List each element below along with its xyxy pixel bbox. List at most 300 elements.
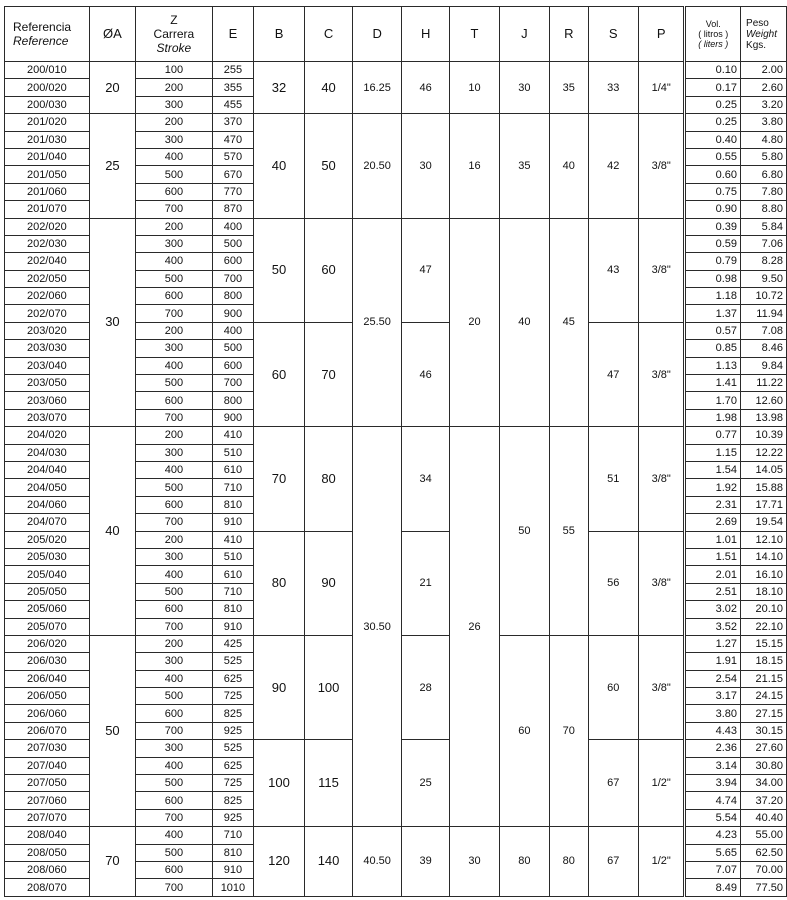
reference-cell: 200/030 [5, 96, 90, 113]
e-dimension-cell: 610 [212, 461, 254, 478]
e-dimension-cell: 455 [212, 96, 254, 113]
header-row [5, 7, 787, 62]
stroke-cell: 600 [136, 861, 212, 878]
stroke-cell: 200 [136, 79, 212, 96]
reference-cell: 204/020 [5, 427, 90, 444]
volume-cell: 1.91 [685, 653, 741, 670]
header-stroke-en: Stroke [156, 41, 192, 55]
header-weight-es: Peso [746, 17, 769, 29]
header-d: D [353, 7, 402, 62]
stroke-cell: 200 [136, 531, 212, 548]
weight-cell: 7.80 [741, 183, 787, 200]
j-dimension-cell: 50 [499, 427, 549, 636]
volume-cell: 3.17 [685, 688, 741, 705]
stroke-cell: 500 [136, 166, 212, 183]
stroke-cell: 400 [136, 566, 212, 583]
e-dimension-cell: 710 [212, 827, 254, 844]
r-dimension-cell: 70 [550, 635, 589, 826]
weight-cell: 55.00 [741, 827, 787, 844]
header-weight [741, 7, 787, 62]
stroke-cell: 400 [136, 757, 212, 774]
e-dimension-cell: 500 [212, 235, 254, 252]
weight-cell: 34.00 [741, 775, 787, 792]
volume-cell: 2.36 [685, 740, 741, 757]
header-reference-es: Referencia [13, 20, 72, 34]
e-dimension-cell: 800 [212, 392, 254, 409]
stroke-cell: 600 [136, 496, 212, 513]
reference-cell: 203/070 [5, 409, 90, 426]
volume-cell: 0.25 [685, 114, 741, 131]
header-volume-label: Vol. [705, 19, 721, 29]
volume-cell: 1.01 [685, 531, 741, 548]
volume-cell: 1.98 [685, 409, 741, 426]
reference-cell: 206/070 [5, 722, 90, 739]
b-dimension-cell: 100 [254, 740, 305, 827]
weight-cell: 12.22 [741, 444, 787, 461]
e-dimension-cell: 355 [212, 79, 254, 96]
e-dimension-cell: 600 [212, 253, 254, 270]
weight-cell: 9.50 [741, 270, 787, 287]
weight-cell: 77.50 [741, 879, 787, 896]
volume-cell: 1.51 [685, 548, 741, 565]
volume-cell: 3.14 [685, 757, 741, 774]
volume-cell: 0.77 [685, 427, 741, 444]
b-dimension-cell: 80 [254, 531, 305, 635]
table-row [5, 427, 787, 444]
header-reference-en: Reference [13, 34, 69, 48]
volume-cell: 3.80 [685, 705, 741, 722]
t-dimension-cell: 10 [450, 62, 499, 114]
h-dimension-cell: 21 [401, 531, 449, 635]
stroke-cell: 700 [136, 305, 212, 322]
reference-cell: 207/040 [5, 757, 90, 774]
e-dimension-cell: 510 [212, 444, 254, 461]
volume-cell: 0.90 [685, 201, 741, 218]
r-dimension-cell: 45 [550, 218, 589, 427]
reference-cell: 201/050 [5, 166, 90, 183]
weight-cell: 11.22 [741, 375, 787, 392]
bore-diameter-cell: 40 [89, 427, 136, 636]
e-dimension-cell: 500 [212, 340, 254, 357]
volume-cell: 1.27 [685, 635, 741, 652]
h-dimension-cell: 39 [401, 827, 449, 897]
bore-diameter-cell: 70 [89, 827, 136, 897]
volume-cell: 1.70 [685, 392, 741, 409]
stroke-cell: 400 [136, 461, 212, 478]
reference-cell: 207/030 [5, 740, 90, 757]
reference-cell: 202/060 [5, 288, 90, 305]
reference-cell: 206/020 [5, 635, 90, 652]
stroke-cell: 600 [136, 601, 212, 618]
table-row [5, 62, 787, 79]
reference-cell: 205/050 [5, 583, 90, 600]
weight-cell: 11.94 [741, 305, 787, 322]
stroke-cell: 300 [136, 96, 212, 113]
table-row [5, 827, 787, 844]
e-dimension-cell: 710 [212, 583, 254, 600]
stroke-cell: 500 [136, 844, 212, 861]
c-dimension-cell: 40 [304, 62, 353, 114]
volume-cell: 1.13 [685, 357, 741, 374]
volume-cell: 0.40 [685, 131, 741, 148]
reference-cell: 202/070 [5, 305, 90, 322]
reference-cell: 208/040 [5, 827, 90, 844]
reference-cell: 201/040 [5, 148, 90, 165]
stroke-cell: 400 [136, 670, 212, 687]
weight-cell: 17.71 [741, 496, 787, 513]
p-dimension-cell: 3/8" [638, 218, 685, 322]
e-dimension-cell: 910 [212, 618, 254, 635]
e-dimension-cell: 1010 [212, 879, 254, 896]
weight-cell: 30.80 [741, 757, 787, 774]
weight-cell: 15.88 [741, 479, 787, 496]
e-dimension-cell: 910 [212, 514, 254, 531]
reference-cell: 208/060 [5, 861, 90, 878]
stroke-cell: 500 [136, 688, 212, 705]
weight-cell: 7.08 [741, 322, 787, 339]
header-stroke [136, 7, 212, 62]
reference-cell: 204/060 [5, 496, 90, 513]
cylinder-spec-table [4, 6, 787, 897]
volume-cell: 0.85 [685, 340, 741, 357]
reference-cell: 208/070 [5, 879, 90, 896]
reference-cell: 201/070 [5, 201, 90, 218]
header-volume [685, 7, 741, 62]
e-dimension-cell: 770 [212, 183, 254, 200]
reference-cell: 205/070 [5, 618, 90, 635]
reference-cell: 201/020 [5, 114, 90, 131]
weight-cell: 6.80 [741, 166, 787, 183]
header-weight-unit: Kgs. [746, 39, 767, 51]
stroke-cell: 600 [136, 288, 212, 305]
t-dimension-cell: 30 [450, 827, 499, 897]
volume-cell: 0.25 [685, 96, 741, 113]
header-volume-en: ( liters ) [698, 39, 729, 49]
stroke-cell: 200 [136, 635, 212, 652]
stroke-cell: 200 [136, 427, 212, 444]
stroke-cell: 700 [136, 201, 212, 218]
weight-cell: 15.15 [741, 635, 787, 652]
weight-cell: 2.00 [741, 62, 787, 79]
e-dimension-cell: 700 [212, 375, 254, 392]
volume-cell: 3.94 [685, 775, 741, 792]
t-dimension-cell: 26 [450, 427, 499, 827]
stroke-cell: 700 [136, 879, 212, 896]
reference-cell: 205/040 [5, 566, 90, 583]
header-weight-en: Weight [746, 28, 777, 40]
e-dimension-cell: 425 [212, 635, 254, 652]
reference-cell: 203/050 [5, 375, 90, 392]
e-dimension-cell: 800 [212, 288, 254, 305]
stroke-cell: 300 [136, 131, 212, 148]
j-dimension-cell: 30 [499, 62, 549, 114]
weight-cell: 12.60 [741, 392, 787, 409]
e-dimension-cell: 255 [212, 62, 254, 79]
weight-cell: 13.98 [741, 409, 787, 426]
weight-cell: 37.20 [741, 792, 787, 809]
stroke-cell: 700 [136, 514, 212, 531]
reference-cell: 202/050 [5, 270, 90, 287]
p-dimension-cell: 3/8" [638, 427, 685, 531]
e-dimension-cell: 610 [212, 566, 254, 583]
volume-cell: 3.02 [685, 601, 741, 618]
p-dimension-cell: 1/2" [638, 827, 685, 897]
e-dimension-cell: 410 [212, 531, 254, 548]
volume-cell: 2.54 [685, 670, 741, 687]
stroke-cell: 400 [136, 253, 212, 270]
b-dimension-cell: 50 [254, 218, 305, 322]
volume-cell: 0.59 [685, 235, 741, 252]
p-dimension-cell: 3/8" [638, 322, 685, 426]
c-dimension-cell: 140 [304, 827, 353, 897]
weight-cell: 62.50 [741, 844, 787, 861]
weight-cell: 19.54 [741, 514, 787, 531]
weight-cell: 4.80 [741, 131, 787, 148]
e-dimension-cell: 825 [212, 705, 254, 722]
weight-cell: 18.15 [741, 653, 787, 670]
weight-cell: 10.39 [741, 427, 787, 444]
stroke-cell: 500 [136, 270, 212, 287]
header-p: P [638, 7, 685, 62]
stroke-cell: 500 [136, 479, 212, 496]
weight-cell: 7.06 [741, 235, 787, 252]
reference-cell: 202/040 [5, 253, 90, 270]
reference-cell: 204/050 [5, 479, 90, 496]
reference-cell: 200/010 [5, 62, 90, 79]
d-dimension-cell: 20.50 [353, 114, 402, 218]
c-dimension-cell: 100 [304, 635, 353, 739]
stroke-cell: 200 [136, 218, 212, 235]
e-dimension-cell: 900 [212, 305, 254, 322]
h-dimension-cell: 30 [401, 114, 449, 218]
e-dimension-cell: 525 [212, 653, 254, 670]
e-dimension-cell: 600 [212, 357, 254, 374]
weight-cell: 30.15 [741, 722, 787, 739]
stroke-cell: 400 [136, 357, 212, 374]
weight-cell: 3.20 [741, 96, 787, 113]
t-dimension-cell: 20 [450, 218, 499, 427]
stroke-cell: 200 [136, 114, 212, 131]
reference-cell: 204/030 [5, 444, 90, 461]
e-dimension-cell: 710 [212, 479, 254, 496]
e-dimension-cell: 470 [212, 131, 254, 148]
stroke-cell: 600 [136, 705, 212, 722]
stroke-cell: 300 [136, 235, 212, 252]
volume-cell: 1.15 [685, 444, 741, 461]
stroke-cell: 500 [136, 583, 212, 600]
stroke-cell: 700 [136, 809, 212, 826]
stroke-cell: 500 [136, 375, 212, 392]
volume-cell: 4.74 [685, 792, 741, 809]
weight-cell: 12.10 [741, 531, 787, 548]
s-dimension-cell: 56 [588, 531, 638, 635]
s-dimension-cell: 60 [588, 635, 638, 739]
b-dimension-cell: 60 [254, 322, 305, 426]
volume-cell: 1.92 [685, 479, 741, 496]
r-dimension-cell: 55 [550, 427, 589, 636]
p-dimension-cell: 3/8" [638, 635, 685, 739]
e-dimension-cell: 725 [212, 775, 254, 792]
volume-cell: 0.17 [685, 79, 741, 96]
s-dimension-cell: 67 [588, 827, 638, 897]
header-e: E [212, 7, 254, 62]
header-oa: ØA [89, 7, 136, 62]
reference-cell: 203/020 [5, 322, 90, 339]
d-dimension-cell: 40.50 [353, 827, 402, 897]
weight-cell: 27.60 [741, 740, 787, 757]
e-dimension-cell: 925 [212, 809, 254, 826]
weight-cell: 10.72 [741, 288, 787, 305]
e-dimension-cell: 925 [212, 722, 254, 739]
s-dimension-cell: 42 [588, 114, 638, 218]
weight-cell: 5.84 [741, 218, 787, 235]
stroke-cell: 300 [136, 340, 212, 357]
table-row [5, 218, 787, 235]
weight-cell: 14.10 [741, 548, 787, 565]
p-dimension-cell: 3/8" [638, 114, 685, 218]
j-dimension-cell: 40 [499, 218, 549, 427]
c-dimension-cell: 80 [304, 427, 353, 531]
e-dimension-cell: 400 [212, 322, 254, 339]
h-dimension-cell: 28 [401, 635, 449, 739]
b-dimension-cell: 40 [254, 114, 305, 218]
table-body [5, 62, 787, 897]
c-dimension-cell: 90 [304, 531, 353, 635]
r-dimension-cell: 80 [550, 827, 589, 897]
t-dimension-cell: 16 [450, 114, 499, 218]
c-dimension-cell: 115 [304, 740, 353, 827]
e-dimension-cell: 825 [212, 792, 254, 809]
stroke-cell: 100 [136, 62, 212, 79]
e-dimension-cell: 810 [212, 844, 254, 861]
r-dimension-cell: 40 [550, 114, 589, 218]
j-dimension-cell: 80 [499, 827, 549, 897]
volume-cell: 0.55 [685, 148, 741, 165]
reference-cell: 202/020 [5, 218, 90, 235]
header-h: H [401, 7, 449, 62]
volume-cell: 4.23 [685, 827, 741, 844]
d-dimension-cell: 25.50 [353, 218, 402, 427]
c-dimension-cell: 50 [304, 114, 353, 218]
weight-cell: 8.28 [741, 253, 787, 270]
p-dimension-cell: 1/4" [638, 62, 685, 114]
e-dimension-cell: 510 [212, 548, 254, 565]
e-dimension-cell: 910 [212, 861, 254, 878]
b-dimension-cell: 120 [254, 827, 305, 897]
volume-cell: 1.37 [685, 305, 741, 322]
reference-cell: 207/050 [5, 775, 90, 792]
d-dimension-cell: 16.25 [353, 62, 402, 114]
header-reference [5, 7, 90, 62]
volume-cell: 7.07 [685, 861, 741, 878]
reference-cell: 203/040 [5, 357, 90, 374]
h-dimension-cell: 34 [401, 427, 449, 531]
volume-cell: 0.60 [685, 166, 741, 183]
reference-cell: 204/040 [5, 461, 90, 478]
weight-cell: 18.10 [741, 583, 787, 600]
e-dimension-cell: 900 [212, 409, 254, 426]
stroke-cell: 700 [136, 409, 212, 426]
reference-cell: 206/060 [5, 705, 90, 722]
weight-cell: 21.15 [741, 670, 787, 687]
reference-cell: 208/050 [5, 844, 90, 861]
volume-cell: 1.18 [685, 288, 741, 305]
volume-cell: 1.54 [685, 461, 741, 478]
volume-cell: 5.65 [685, 844, 741, 861]
weight-cell: 8.46 [741, 340, 787, 357]
reference-cell: 200/020 [5, 79, 90, 96]
j-dimension-cell: 35 [499, 114, 549, 218]
stroke-cell: 400 [136, 148, 212, 165]
e-dimension-cell: 810 [212, 601, 254, 618]
spec-table-wrapper [4, 6, 787, 897]
header-volume-es: ( litros ) [698, 29, 729, 39]
stroke-cell: 200 [136, 322, 212, 339]
bore-diameter-cell: 20 [89, 62, 136, 114]
bore-diameter-cell: 30 [89, 218, 136, 427]
volume-cell: 0.10 [685, 62, 741, 79]
header-stroke-es: Carrera [153, 27, 195, 41]
volume-cell: 1.41 [685, 375, 741, 392]
table-header [5, 7, 787, 62]
weight-cell: 24.15 [741, 688, 787, 705]
h-dimension-cell: 46 [401, 62, 449, 114]
stroke-cell: 300 [136, 548, 212, 565]
weight-cell: 16.10 [741, 566, 787, 583]
header-s: S [588, 7, 638, 62]
reference-cell: 203/060 [5, 392, 90, 409]
header-stroke-z: Z [170, 13, 178, 27]
h-dimension-cell: 46 [401, 322, 449, 426]
stroke-cell: 300 [136, 740, 212, 757]
s-dimension-cell: 67 [588, 740, 638, 827]
weight-cell: 14.05 [741, 461, 787, 478]
b-dimension-cell: 70 [254, 427, 305, 531]
header-r: R [550, 7, 589, 62]
bore-diameter-cell: 50 [89, 635, 136, 826]
header-c: C [304, 7, 353, 62]
reference-cell: 206/050 [5, 688, 90, 705]
header-t: T [450, 7, 499, 62]
stroke-cell: 300 [136, 653, 212, 670]
reference-cell: 205/020 [5, 531, 90, 548]
stroke-cell: 500 [136, 775, 212, 792]
volume-cell: 2.31 [685, 496, 741, 513]
header-b: B [254, 7, 305, 62]
j-dimension-cell: 60 [499, 635, 549, 826]
weight-cell: 40.40 [741, 809, 787, 826]
weight-cell: 22.10 [741, 618, 787, 635]
reference-cell: 206/040 [5, 670, 90, 687]
stroke-cell: 300 [136, 444, 212, 461]
e-dimension-cell: 870 [212, 201, 254, 218]
e-dimension-cell: 625 [212, 757, 254, 774]
volume-cell: 2.69 [685, 514, 741, 531]
s-dimension-cell: 43 [588, 218, 638, 322]
stroke-cell: 400 [136, 827, 212, 844]
c-dimension-cell: 60 [304, 218, 353, 322]
e-dimension-cell: 725 [212, 688, 254, 705]
e-dimension-cell: 525 [212, 740, 254, 757]
volume-cell: 4.43 [685, 722, 741, 739]
bore-diameter-cell: 25 [89, 114, 136, 218]
s-dimension-cell: 47 [588, 322, 638, 426]
h-dimension-cell: 47 [401, 218, 449, 322]
e-dimension-cell: 670 [212, 166, 254, 183]
reference-cell: 204/070 [5, 514, 90, 531]
p-dimension-cell: 3/8" [638, 531, 685, 635]
volume-cell: 0.57 [685, 322, 741, 339]
